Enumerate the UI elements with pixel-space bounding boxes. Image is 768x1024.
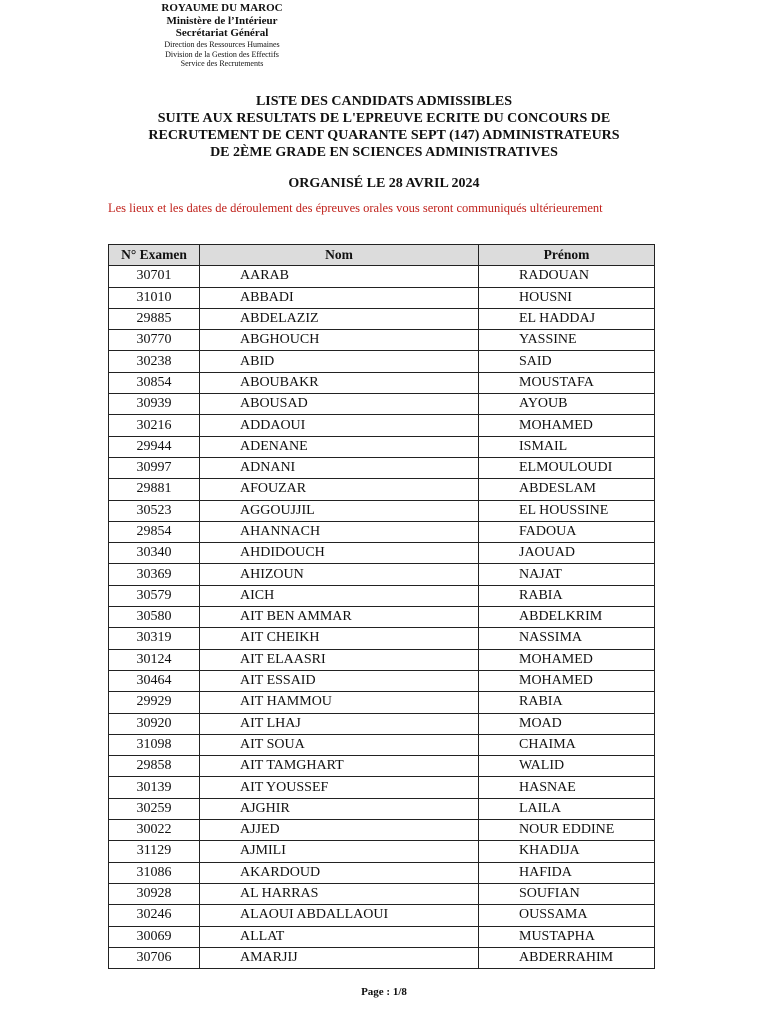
exam-number-cell: 29881 xyxy=(109,479,200,500)
last-name-cell: ABOUSAD xyxy=(200,394,479,415)
first-name-cell: MOHAMED xyxy=(479,649,655,670)
last-name-cell: AIT TAMGHART xyxy=(200,756,479,777)
exam-number-cell: 31098 xyxy=(109,734,200,755)
last-name-cell: AIT HAMMOU xyxy=(200,692,479,713)
table-row xyxy=(109,926,655,947)
first-name-cell: ISMAIL xyxy=(479,436,655,457)
last-name-cell: AKARDOUD xyxy=(200,862,479,883)
header-exam-number: N° Examen xyxy=(109,245,200,266)
exam-number-cell: 30464 xyxy=(109,670,200,691)
table-row xyxy=(109,883,655,904)
table-row xyxy=(109,372,655,393)
first-name-cell: NAJAT xyxy=(479,564,655,585)
last-name-cell: AGGOUJJIL xyxy=(200,500,479,521)
exam-number-cell: 31010 xyxy=(109,287,200,308)
service-name: Service des Recrutements xyxy=(180,59,264,69)
table-row xyxy=(109,649,655,670)
first-name-cell: CHAIMA xyxy=(479,734,655,755)
first-name-cell: SAID xyxy=(479,351,655,372)
last-name-cell: AICH xyxy=(200,585,479,606)
table-row xyxy=(109,756,655,777)
table-row xyxy=(109,436,655,457)
first-name-cell: ABDERRAHIM xyxy=(479,947,655,968)
header-last-name: Nom xyxy=(200,245,479,266)
last-name-cell: AFOUZAR xyxy=(200,479,479,500)
first-name-cell: SOUFIAN xyxy=(479,883,655,904)
exam-number-cell: 30854 xyxy=(109,372,200,393)
first-name-cell: MOAD xyxy=(479,713,655,734)
table-row xyxy=(109,330,655,351)
first-name-cell: KHADIJA xyxy=(479,841,655,862)
first-name-cell: EL HADDAJ xyxy=(479,308,655,329)
first-name-cell: OUSSAMA xyxy=(479,905,655,926)
last-name-cell: ABGHOUCH xyxy=(200,330,479,351)
last-name-cell: AJMILI xyxy=(200,841,479,862)
first-name-cell: ABDELKRIM xyxy=(479,607,655,628)
ministry-name: Ministère de l’Intérieur xyxy=(166,14,278,27)
table-row xyxy=(109,521,655,542)
first-name-cell: ELMOULOUDI xyxy=(479,457,655,478)
exam-number-cell: 29885 xyxy=(109,308,200,329)
last-name-cell: ABDELAZIZ xyxy=(200,308,479,329)
last-name-cell: AMARJIJ xyxy=(200,947,479,968)
last-name-cell: AJGHIR xyxy=(200,798,479,819)
table-row xyxy=(109,308,655,329)
page-number: Page : 1/8 xyxy=(361,986,407,998)
oral-exam-notice: Les lieux et les dates de déroulement des épreuves orales vous seront communiqués ultérieurement xyxy=(108,201,603,215)
first-name-cell: RABIA xyxy=(479,692,655,713)
secretariat-name: Secrétariat Général xyxy=(175,27,269,40)
table-row xyxy=(109,670,655,691)
exam-number-cell: 29944 xyxy=(109,436,200,457)
last-name-cell: ADNANI xyxy=(200,457,479,478)
exam-number-cell: 30238 xyxy=(109,351,200,372)
exam-number-cell: 30770 xyxy=(109,330,200,351)
first-name-cell: RADOUAN xyxy=(479,266,655,287)
last-name-cell: ABBADI xyxy=(200,287,479,308)
table-row xyxy=(109,798,655,819)
exam-number-cell: 30928 xyxy=(109,883,200,904)
last-name-cell: AIT SOUA xyxy=(200,734,479,755)
exam-number-cell: 29854 xyxy=(109,521,200,542)
division-name: Division de la Gestion des Effectifs xyxy=(165,49,279,59)
first-name-cell: EL HOUSSINE xyxy=(479,500,655,521)
exam-number-cell: 30369 xyxy=(109,564,200,585)
exam-number-cell: 30216 xyxy=(109,415,200,436)
exam-number-cell: 30319 xyxy=(109,628,200,649)
table-row xyxy=(109,415,655,436)
last-name-cell: ABID xyxy=(200,351,479,372)
table-row xyxy=(109,479,655,500)
first-name-cell: ABDESLAM xyxy=(479,479,655,500)
candidates-table xyxy=(108,244,655,969)
exam-number-cell: 30706 xyxy=(109,947,200,968)
table-row xyxy=(109,585,655,606)
exam-number-cell: 30246 xyxy=(109,905,200,926)
table-row xyxy=(109,947,655,968)
last-name-cell: AARAB xyxy=(200,266,479,287)
first-name-cell: HASNAE xyxy=(479,777,655,798)
last-name-cell: AL HARRAS xyxy=(200,883,479,904)
last-name-cell: AIT LHAJ xyxy=(200,713,479,734)
first-name-cell: AYOUB xyxy=(479,394,655,415)
last-name-cell: AJJED xyxy=(200,820,479,841)
last-name-cell: AIT BEN AMMAR xyxy=(200,607,479,628)
last-name-cell: AHIZOUN xyxy=(200,564,479,585)
first-name-cell: HAFIDA xyxy=(479,862,655,883)
exam-number-cell: 30340 xyxy=(109,543,200,564)
first-name-cell: RABIA xyxy=(479,585,655,606)
title-line: DE 2ÈME GRADE EN SCIENCES ADMINISTRATIVES xyxy=(210,145,558,160)
exam-number-cell: 30022 xyxy=(109,820,200,841)
directorate-name: Direction des Ressources Humaines xyxy=(164,39,280,49)
exam-number-cell: 30939 xyxy=(109,394,200,415)
title-line: RECRUTEMENT DE CENT QUARANTE SEPT (147) ADMINISTRATEURS xyxy=(148,128,620,143)
table-row xyxy=(109,820,655,841)
first-name-cell: WALID xyxy=(479,756,655,777)
table-row xyxy=(109,457,655,478)
table-row xyxy=(109,564,655,585)
candidates-table-body xyxy=(109,266,655,969)
first-name-cell: NOUR EDDINE xyxy=(479,820,655,841)
table-row xyxy=(109,862,655,883)
table-row xyxy=(109,777,655,798)
table-row xyxy=(109,713,655,734)
exam-number-cell: 31129 xyxy=(109,841,200,862)
table-row xyxy=(109,734,655,755)
exam-number-cell: 30579 xyxy=(109,585,200,606)
table-row xyxy=(109,628,655,649)
last-name-cell: ADDAOUI xyxy=(200,415,479,436)
last-name-cell: ADENANE xyxy=(200,436,479,457)
last-name-cell: ABOUBAKR xyxy=(200,372,479,393)
exam-number-cell: 30124 xyxy=(109,649,200,670)
exam-number-cell: 30997 xyxy=(109,457,200,478)
table-row xyxy=(109,841,655,862)
table-row xyxy=(109,287,655,308)
exam-number-cell: 30069 xyxy=(109,926,200,947)
header-first-name: Prénom xyxy=(479,245,655,266)
table-row xyxy=(109,394,655,415)
first-name-cell: MOHAMED xyxy=(479,670,655,691)
first-name-cell: YASSINE xyxy=(479,330,655,351)
letterhead xyxy=(134,2,310,69)
first-name-cell: MOUSTAFA xyxy=(479,372,655,393)
last-name-cell: AHANNACH xyxy=(200,521,479,542)
exam-number-cell: 30920 xyxy=(109,713,200,734)
last-name-cell: AIT YOUSSEF xyxy=(200,777,479,798)
table-row xyxy=(109,607,655,628)
last-name-cell: AHDIDOUCH xyxy=(200,543,479,564)
exam-number-cell: 30701 xyxy=(109,266,200,287)
table-row xyxy=(109,692,655,713)
table-row xyxy=(109,543,655,564)
table-header-row xyxy=(109,245,655,266)
last-name-cell: ALLAT xyxy=(200,926,479,947)
first-name-cell: MOHAMED xyxy=(479,415,655,436)
exam-number-cell: 30580 xyxy=(109,607,200,628)
title-line: SUITE AUX RESULTATS DE L'EPREUVE ECRITE DU CONCOURS DE xyxy=(157,111,611,126)
table-row xyxy=(109,500,655,521)
table-row xyxy=(109,266,655,287)
exam-number-cell: 31086 xyxy=(109,862,200,883)
title-line: LISTE DES CANDIDATS ADMISSIBLES xyxy=(255,94,513,109)
last-name-cell: AIT CHEIKH xyxy=(200,628,479,649)
exam-number-cell: 30523 xyxy=(109,500,200,521)
first-name-cell: LAILA xyxy=(479,798,655,819)
exam-number-cell: 29929 xyxy=(109,692,200,713)
first-name-cell: MUSTAPHA xyxy=(479,926,655,947)
document-title xyxy=(60,93,708,161)
last-name-cell: AIT ESSAID xyxy=(200,670,479,691)
first-name-cell: NASSIMA xyxy=(479,628,655,649)
exam-number-cell: 30139 xyxy=(109,777,200,798)
table-row xyxy=(109,351,655,372)
exam-number-cell: 30259 xyxy=(109,798,200,819)
exam-number-cell: 29858 xyxy=(109,756,200,777)
table-row xyxy=(109,905,655,926)
kingdom-name: ROYAUME DU MAROC xyxy=(161,2,283,14)
first-name-cell: FADOUA xyxy=(479,521,655,542)
first-name-cell: HOUSNI xyxy=(479,287,655,308)
last-name-cell: ALAOUI ABDALLAOUI xyxy=(200,905,479,926)
last-name-cell: AIT ELAASRI xyxy=(200,649,479,670)
exam-date-subtitle: ORGANISÉ LE 28 AVRIL 2024 xyxy=(288,176,480,191)
first-name-cell: JAOUAD xyxy=(479,543,655,564)
